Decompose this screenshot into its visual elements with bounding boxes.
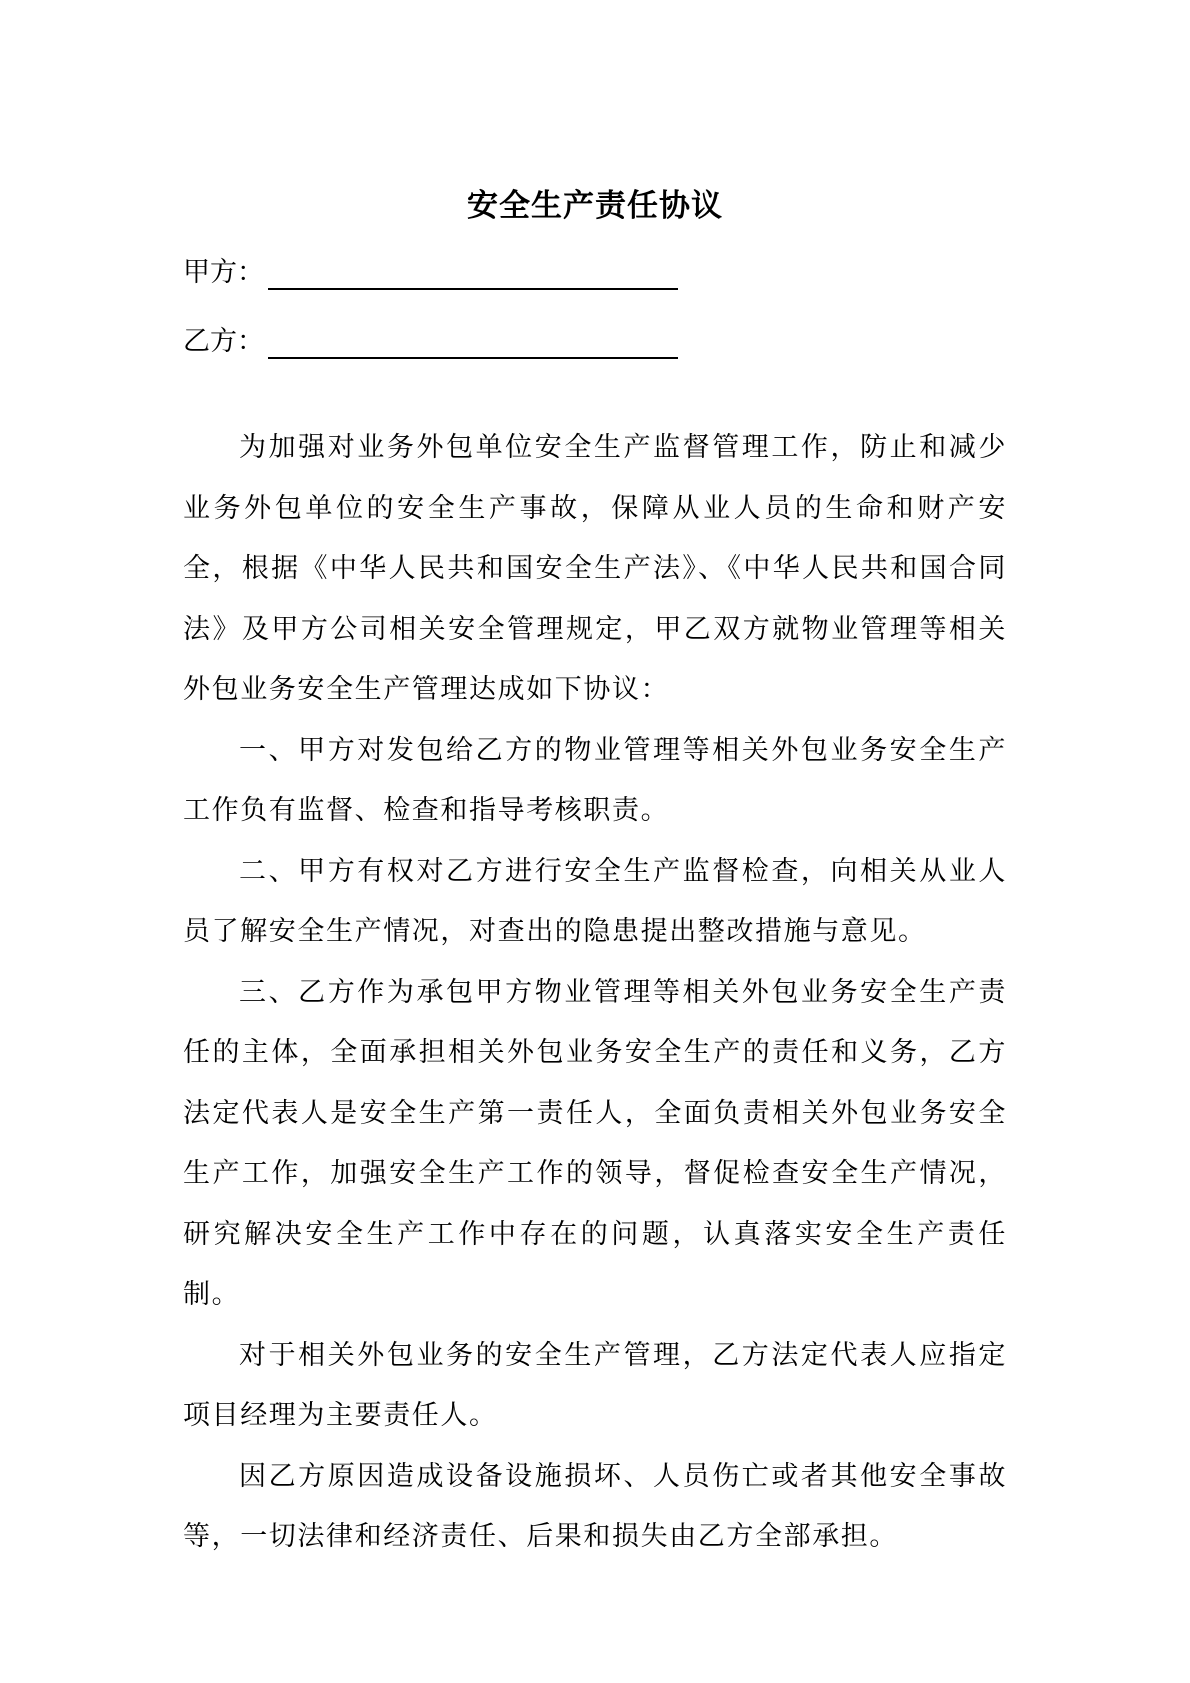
party-b-blank-field[interactable] [268,319,678,359]
paragraph-clause-3: 三、乙方作为承包甲方物业管理等相关外包业务安全生产责任的主体，全面承担相关外包业务安全生产的责任和义务，乙方法定代表人是安全生产第一责任人，全面负责相关外包业务安全生产工作，加强安全生产工作的领导，督促检查安全生产情况，研究解决安全生产工作中存在的问题，认真落实安全生产责任制。 [183,976,1007,1310]
paragraph-preamble: 为加强对业务外包单位安全生产监督管理工作，防止和减少业务外包单位的安全生产事故，保障从业人员的生命和财产安全，根据《中华人民共和国安全生产法》、《中华人民共和国合同法》及甲方公司相关安全管理规定，甲乙双方就物业管理等相关外包业务安全生产管理达成如下协议： [183,432,1007,705]
party-a-label: 甲方： [183,257,264,288]
paragraph-liability: 因乙方原因造成设备设施损坏、人员伤亡或者其他安全事故等，一切法律和经济责任、后果和损失由乙方全部承担。 [183,1460,1007,1552]
party-a-line [183,250,678,296]
paragraph-clause-1: 一、甲方对发包给乙方的物业管理等相关外包业务安全生产工作负有监督、检查和指导考核职责。 [183,734,1007,826]
agreement-body [183,418,1007,1568]
paragraph-clause-2: 二、甲方有权对乙方进行安全生产监督检查，向相关从业人员了解安全生产情况，对查出的隐患提出整改措施与意见。 [183,855,1007,947]
party-b-line [183,319,678,365]
party-b-label: 乙方： [183,326,264,357]
document-title: 安全生产责任协议 [467,188,723,224]
party-a-blank-field[interactable] [268,250,678,290]
paragraph-responsible-person: 对于相关外包业务的安全生产管理，乙方法定代表人应指定项目经理为主要责任人。 [183,1339,1007,1431]
